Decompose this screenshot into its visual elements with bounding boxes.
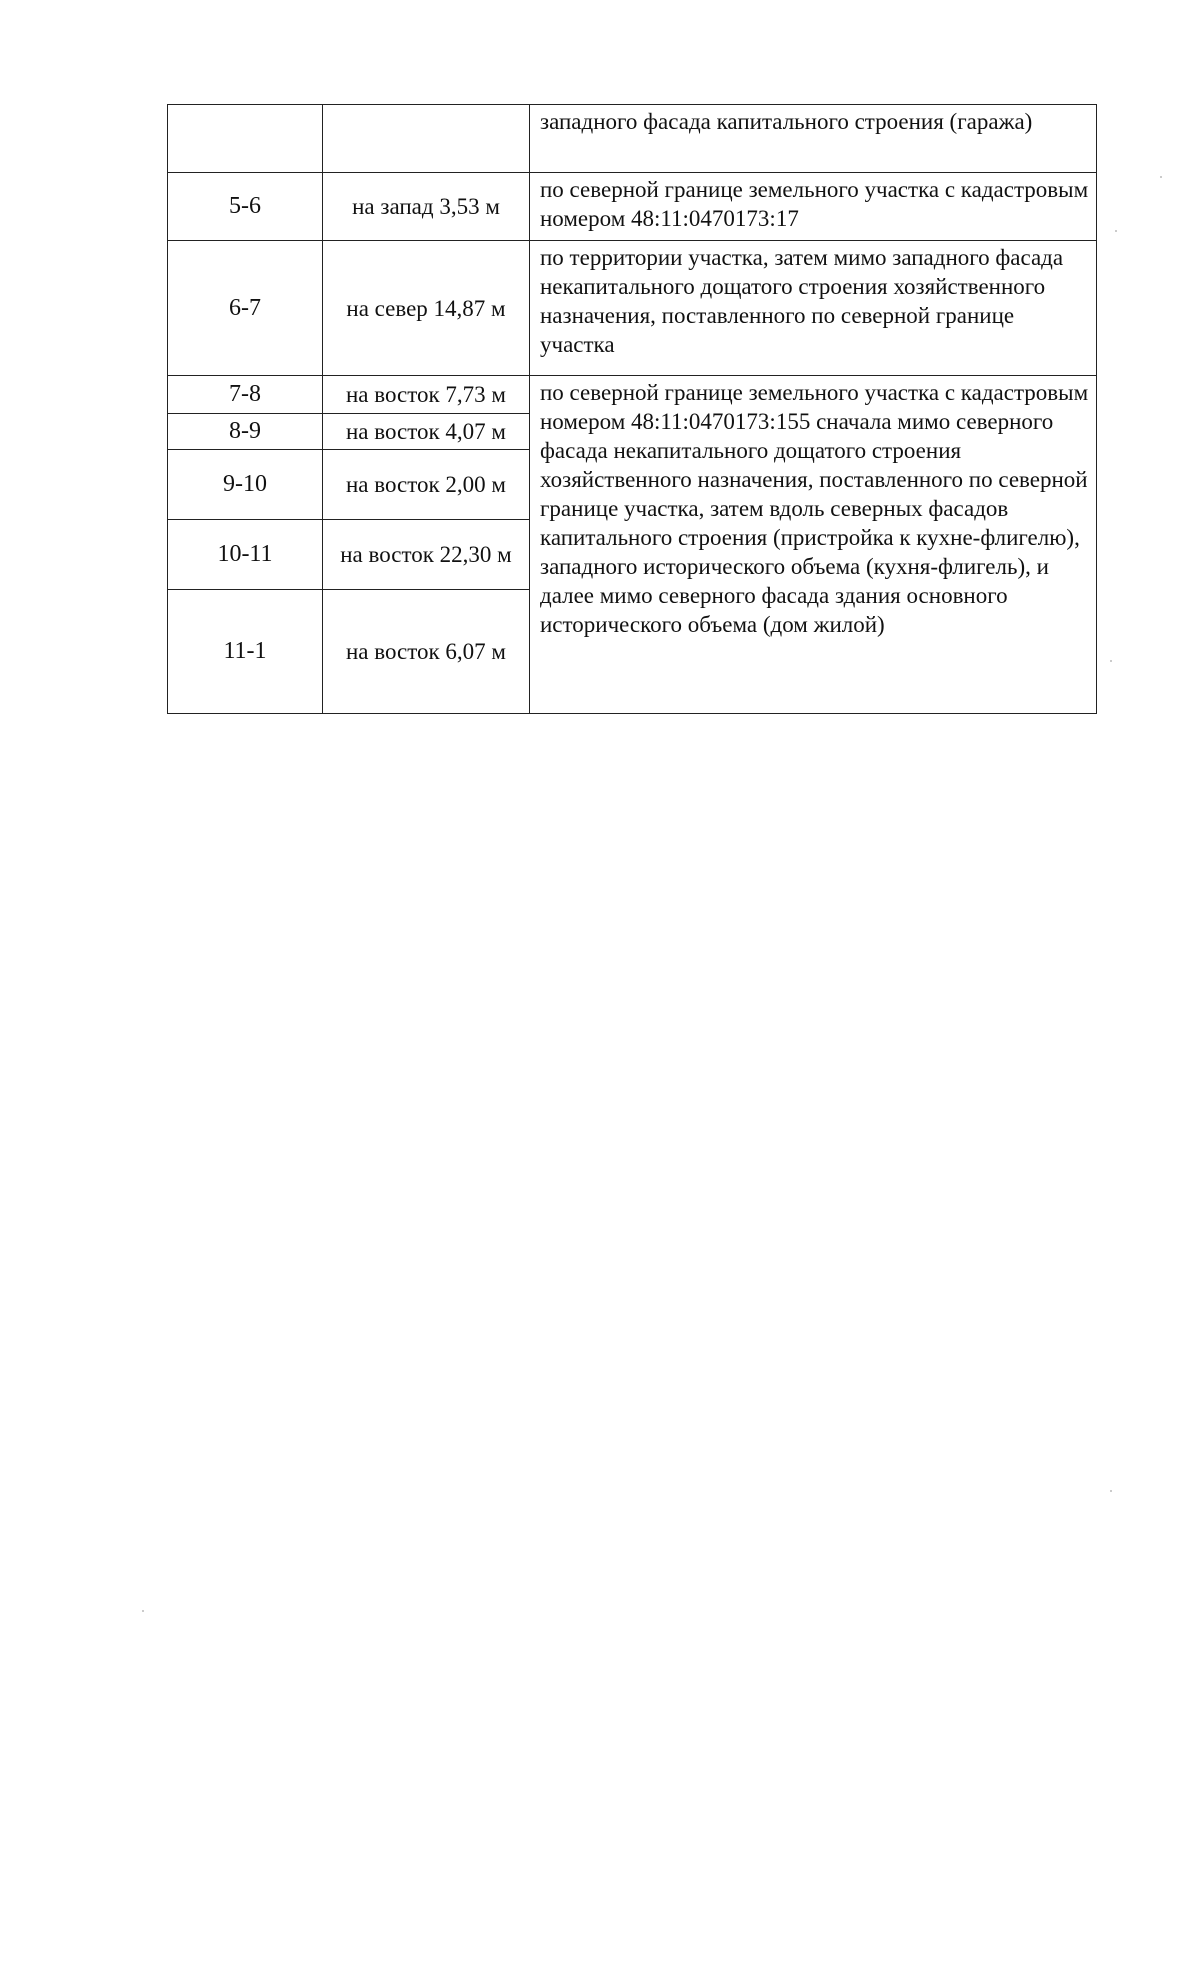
scan-speck bbox=[1110, 660, 1112, 662]
direction-cell bbox=[323, 105, 530, 173]
points-cell: 9-10 bbox=[168, 450, 323, 520]
points-cell bbox=[168, 105, 323, 173]
table-row bbox=[168, 241, 1097, 376]
table-row bbox=[168, 105, 1097, 173]
points-cell: 8-9 bbox=[168, 414, 323, 450]
scan-speck bbox=[1115, 230, 1117, 232]
direction-cell: на север 14,87 м bbox=[323, 241, 530, 376]
scan-speck bbox=[1160, 176, 1162, 178]
direction-cell: на восток 6,07 м bbox=[323, 590, 530, 714]
direction-cell: на восток 22,30 м bbox=[323, 520, 530, 590]
table-row bbox=[168, 173, 1097, 241]
scan-speck bbox=[1110, 1490, 1112, 1492]
points-cell: 6-7 bbox=[168, 241, 323, 376]
points-cell: 7-8 bbox=[168, 376, 323, 414]
table-row bbox=[168, 376, 1097, 414]
scan-speck bbox=[142, 1610, 144, 1612]
description-text: западного фасада капитального строения (гаража) bbox=[540, 109, 1033, 134]
direction-cell: на запад 3,53 м bbox=[323, 173, 530, 241]
direction-cell: на восток 4,07 м bbox=[323, 414, 530, 450]
direction-cell: на восток 7,73 м bbox=[323, 376, 530, 414]
description-cell bbox=[530, 105, 1097, 173]
direction-cell: на восток 2,00 м bbox=[323, 450, 530, 520]
description-cell bbox=[530, 241, 1097, 376]
points-cell: 11-1 bbox=[168, 590, 323, 714]
description-text: по северной границе земельного участка с кадастровым номером 48:11:0470173:155 сначала мимо северного фасада некапитального дощатого строения хозяйственного назначения, поставленного по северной границе участка, затем вдоль северных фасадов капитального строения (пристройка к кухне-флигелю), западного исторического объема (кухня-флигель), и далее мимо северного фасада здания основного исторического объема (дом жилой) bbox=[540, 380, 1089, 637]
boundary-description-table bbox=[167, 104, 1097, 714]
description-text: по территории участка, затем мимо западного фасада некапитального дощатого строения хозяйственного назначения, поставленного по северной границе участка bbox=[540, 245, 1064, 357]
points-cell: 10-11 bbox=[168, 520, 323, 590]
description-text: по северной границе земельного участка с кадастровым номером 48:11:0470173:17 bbox=[540, 177, 1089, 231]
points-cell: 5-6 bbox=[168, 173, 323, 241]
description-cell bbox=[530, 173, 1097, 241]
description-cell bbox=[530, 376, 1097, 714]
